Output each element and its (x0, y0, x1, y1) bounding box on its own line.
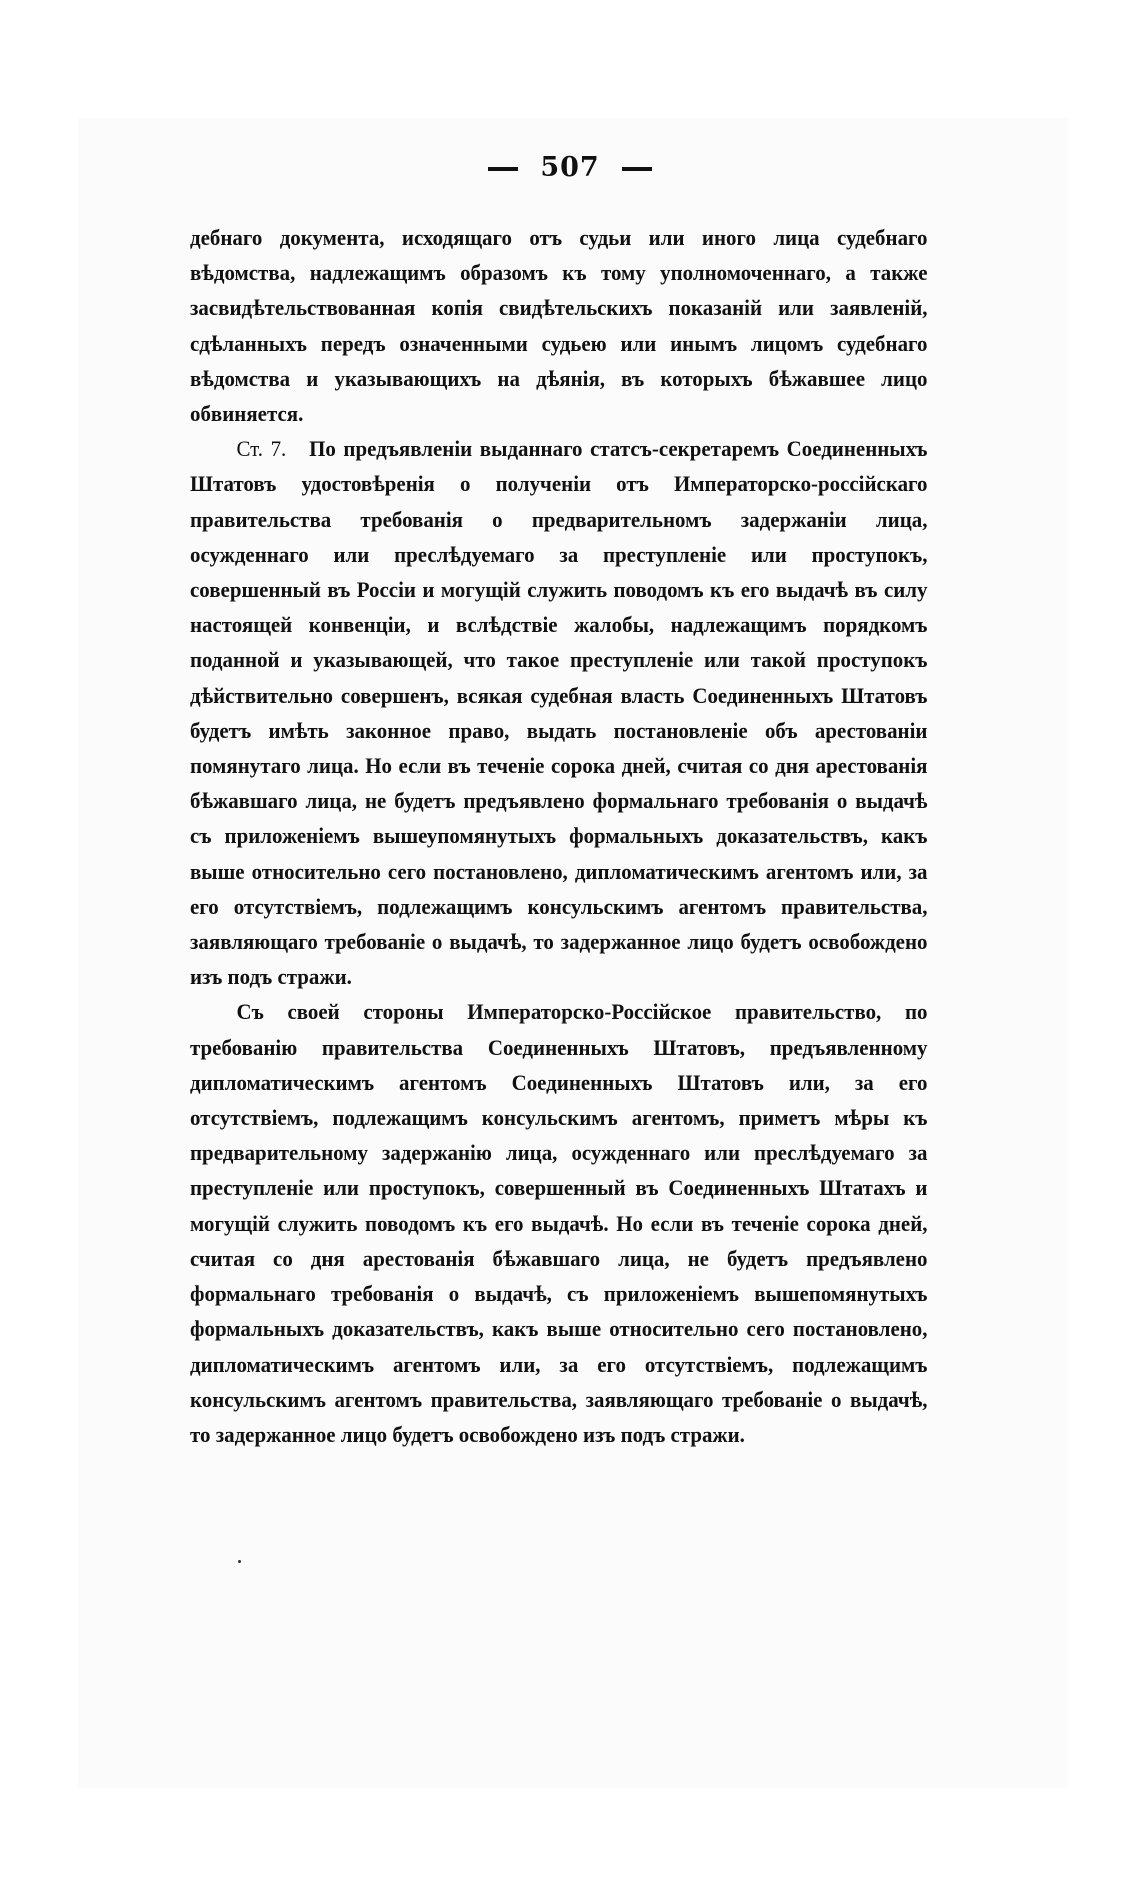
right-dash-ornament (622, 167, 652, 171)
page-header (0, 152, 1140, 183)
paragraph-russian-side: Съ своей стороны Императорско-Россійское правительство, по требованію правительства Соединенныхъ Штатовъ, предъявленному дипломатическимъ агентомъ Соединенныхъ Штатовъ или, за его отсутствіемъ, подлежащимъ консульскимъ агентомъ, приметъ мѣры къ предварительному задержанію лица, осужденнаго или преслѣдуемаго за преступленіе или проступокъ, совершенный въ Соединенныхъ Штатахъ и могущій служить поводомъ къ его выдачѣ. Но если въ теченіе сорока дней, считая со дня арестованія бѣжавшаго лица, не будетъ предъявлено формальнаго требованія о выдачѣ, съ приложеніемъ вышепомянутыхъ формальныхъ доказательствъ, какъ выше относительно сего постановлено, дипломатическимъ агентомъ или, за его отсутствіемъ, подлежащимъ консульскимъ агентомъ правительства, заявляющаго требованіе о выдачѣ, то задержанное лицо будетъ освобождено изъ подъ стражи. (190, 999, 928, 1447)
left-dash-ornament (488, 167, 518, 171)
scan-speck (238, 1560, 241, 1563)
article-label: Ст. 7. (236, 436, 287, 462)
body-text (190, 220, 927, 1452)
article-7-text: По предъявленіи выданнаго статсъ-секретаремъ Соединенныхъ Штатовъ удостовѣренія о полученіи отъ Императорско-россійскаго правительства требованія о предварительномъ задержаніи лица, осужденнаго или преслѣдуемаго за преступленіе или проступокъ, совершенный въ Россіи и могущій служить поводомъ къ его выдачѣ въ силу настоящей конвенціи, и вслѣдствіе жалобы, надлежащимъ порядкомъ поданной и указывающей, что такое преступленіе или такой проступокъ дѣйствительно совершенъ, всякая судебная власть Соединенныхъ Штатовъ будетъ имѣть законное право, выдать постановленіе объ арестованіи помянутаго лица. Но если въ теченіе сорока дней, считая со дня арестованія бѣжавшаго лица, не будетъ предъявлено формальнаго требованія о выдачѣ съ приложеніемъ вышеупомянутыхъ формальныхъ доказательствъ, какъ выше относительно сего постановлено, дипломатическимъ агентомъ или, за его отсутствіемъ, подлежащимъ консульскимъ агентомъ правительства, заявляющаго требованіе о выдачѣ, то задержанное лицо будетъ освобождено изъ подъ стражи. (190, 436, 928, 990)
page-number: 507 (540, 152, 600, 183)
paragraph-continuation: дебнаго документа, исходящаго отъ судьи или иного лица судебнаго вѣдомства, надлежащимъ образомъ къ тому уполномоченнаго, а также засвидѣтельствованная копія свидѣтельскихъ показаній или заявленій, сдѣланныхъ передъ означенными судьею или инымъ лицомъ судебнаго вѣдомства и указывающихъ на дѣянія, въ которыхъ бѣжавшее лицо обвиняется. (190, 225, 928, 427)
paragraph-article-7 (190, 431, 927, 994)
